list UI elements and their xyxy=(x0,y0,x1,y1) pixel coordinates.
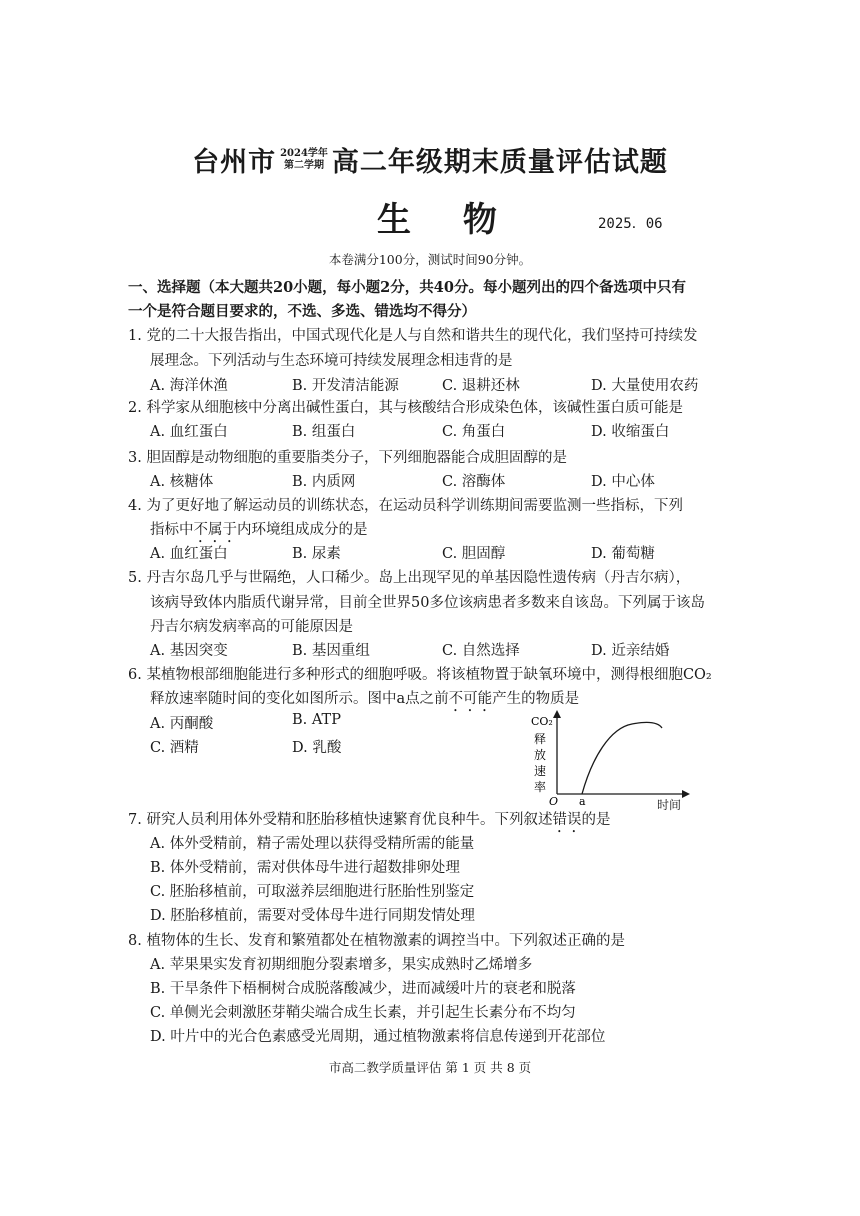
y-label-char-4: 率 xyxy=(534,780,547,794)
section-header-line2: 一个是符合题目要求的，不选、多选、错选均不得分） xyxy=(128,303,476,320)
q5-stem-line2: 该病导致体内脂质代谢异常，目前全世界50多位该病患者多数来自该岛。下列属于该岛 xyxy=(150,595,705,611)
q3-option-a: A. 核糖体 xyxy=(150,474,214,490)
section-header-line1: 一、选择题（本大题共20小题，每小题2分，共40分。每小题列出的四个备选项中只有 xyxy=(128,279,686,296)
release-curve xyxy=(582,722,662,794)
q4-option-d: D. 葡萄糖 xyxy=(591,546,655,562)
exam-date: 2025．06 xyxy=(598,216,663,232)
q2-option-b: B. 组蛋白 xyxy=(292,424,356,440)
q1-option-b: B. 开发清洁能源 xyxy=(292,378,399,394)
q7-option-b: B. 体外受精前，需对供体母牛进行超数排卵处理 xyxy=(150,860,460,876)
city-name: 台州市 xyxy=(192,147,277,178)
q3-stem: 3. 胆固醇是动物细胞的重要脂类分子，下列细胞器能合成胆固醇的是 xyxy=(128,450,567,466)
x-axis-arrow xyxy=(682,790,690,798)
q4-option-a: A. 血红蛋白 xyxy=(150,546,228,562)
q4-option-b: B. 尿素 xyxy=(292,546,341,562)
q5-option-b: B. 基因重组 xyxy=(292,643,370,659)
q6-option-c: C. 酒精 xyxy=(150,740,199,756)
y-label-char-2: 放 xyxy=(534,748,547,762)
term-stack xyxy=(280,148,328,172)
q3-option-b: B. 内质网 xyxy=(292,474,356,490)
q4-option-c: C. 胆固醇 xyxy=(442,546,506,562)
q6-stem-emphasis: 不可能 xyxy=(448,691,493,707)
y-label-co2: CO₂ xyxy=(531,715,553,728)
y-axis-arrow xyxy=(553,710,561,718)
q8-option-b: B. 干旱条件下梧桐树合成脱落酸减少，进而减缓叶片的衰老和脱落 xyxy=(150,981,576,997)
exam-title: 高二年级期末质量评估试题 xyxy=(331,147,668,178)
q8-option-c: C. 单侧光会刺激胚芽鞘尖端合成生长素，并引起生长素分布不均匀 xyxy=(150,1005,576,1021)
q5-option-c: C. 自然选择 xyxy=(442,643,520,659)
q6-stem-post: 产生的物质是 xyxy=(492,691,580,707)
co2-release-graph xyxy=(520,708,700,808)
q4-stem-post: 内环境组成成分的是 xyxy=(237,522,368,538)
q4-stem-pre: 指标中 xyxy=(150,522,194,538)
q7-option-d: D. 胚胎移植前，需要对受体母牛进行同期发情处理 xyxy=(150,908,475,924)
q4-stem-line1: 4. 为了更好地了解运动员的训练状态，在运动员科学训练期间需要监测一些指标，下列 xyxy=(128,498,683,514)
q6-stem-line2 xyxy=(150,687,579,715)
point-a-label: a xyxy=(579,795,586,808)
exam-note: 本卷满分100分，测试时间90分钟。 xyxy=(328,252,532,267)
q1-option-d: D. 大量使用农药 xyxy=(591,378,699,394)
q2-option-d: D. 收缩蛋白 xyxy=(591,424,670,440)
q5-option-a: A. 基因突变 xyxy=(150,643,228,659)
q5-stem-line1: 5. 丹吉尔岛几乎与世隔绝，人口稀少。岛上出现罕见的单基因隐性遗传病（丹吉尔病）， xyxy=(128,570,691,586)
term-semester: 第二学期 xyxy=(284,159,324,171)
q3-option-c: C. 溶酶体 xyxy=(442,474,506,490)
q6-option-b: B. ATP xyxy=(292,712,341,728)
q6-option-d: D. 乳酸 xyxy=(292,740,342,756)
q7-stem-pre: 7. 研究人员利用体外受精和胚胎移植快速繁育优良种牛。下列叙述 xyxy=(128,812,553,828)
q1-option-a: A. 海洋休渔 xyxy=(150,378,228,394)
q1-option-c: C. 退耕还林 xyxy=(442,378,520,394)
q6-option-a: A. 丙酮酸 xyxy=(150,716,214,732)
term-year: 2024学年 xyxy=(280,147,328,159)
q3-option-d: D. 中心体 xyxy=(591,474,655,490)
y-label-char-3: 速 xyxy=(534,764,547,778)
q1-stem-line1: 1. 党的二十大报告指出，中国式现代化是人与自然和谐共生的现代化，我们坚持可持续发 xyxy=(128,328,698,344)
exam-title-row xyxy=(0,140,860,179)
x-label-time: 时间 xyxy=(657,798,682,812)
q2-stem: 2. 科学家从细胞核中分离出碱性蛋白，其与核酸结合形成染色体，该碱性蛋白质可能是 xyxy=(128,400,683,416)
subject-title: 生 物 xyxy=(377,200,517,240)
q6-stem-line1: 6. 某植物根部细胞能进行多种形式的细胞呼吸。将该植物置于缺氧环境中，测得根细胞CO₂ xyxy=(128,667,712,683)
y-label-char-1: 释 xyxy=(534,732,547,746)
q4-stem-emphasis: 不属于 xyxy=(193,522,237,538)
q8-option-d: D. 叶片中的光合色素感受光周期，通过植物激素将信息传递到开花部位 xyxy=(150,1029,606,1045)
q1-stem-line2: 展理念。下列活动与生态环境可持续发展理念相违背的是 xyxy=(150,353,513,369)
origin-label: O xyxy=(549,795,559,808)
q5-option-d: D. 近亲结婚 xyxy=(591,643,670,659)
q7-option-c: C. 胚胎移植前，可取滋养层细胞进行胚胎性别鉴定 xyxy=(150,884,475,900)
page-footer: 市高二教学质量评估 第 1 页 共 8 页 xyxy=(328,1060,532,1075)
q6-stem-pre: 释放速率随时间的变化如图所示。图中a点之前 xyxy=(150,691,449,707)
q5-stem-line3: 丹吉尔病发病率高的可能原因是 xyxy=(150,619,353,635)
q2-option-c: C. 角蛋白 xyxy=(442,424,506,440)
q7-option-a: A. 体外受精前，精子需处理以获得受精所需的能量 xyxy=(150,836,475,852)
q8-option-a: A. 苹果果实发育初期细胞分裂素增多，果实成熟时乙烯增多 xyxy=(150,957,533,973)
q2-option-a: A. 血红蛋白 xyxy=(150,424,228,440)
q8-stem: 8. 植物体的生长、发育和繁殖都处在植物激素的调控当中。下列叙述正确的是 xyxy=(128,933,625,949)
q7-stem-emphasis: 错误 xyxy=(552,812,582,828)
q7-stem-post: 的是 xyxy=(581,812,611,828)
